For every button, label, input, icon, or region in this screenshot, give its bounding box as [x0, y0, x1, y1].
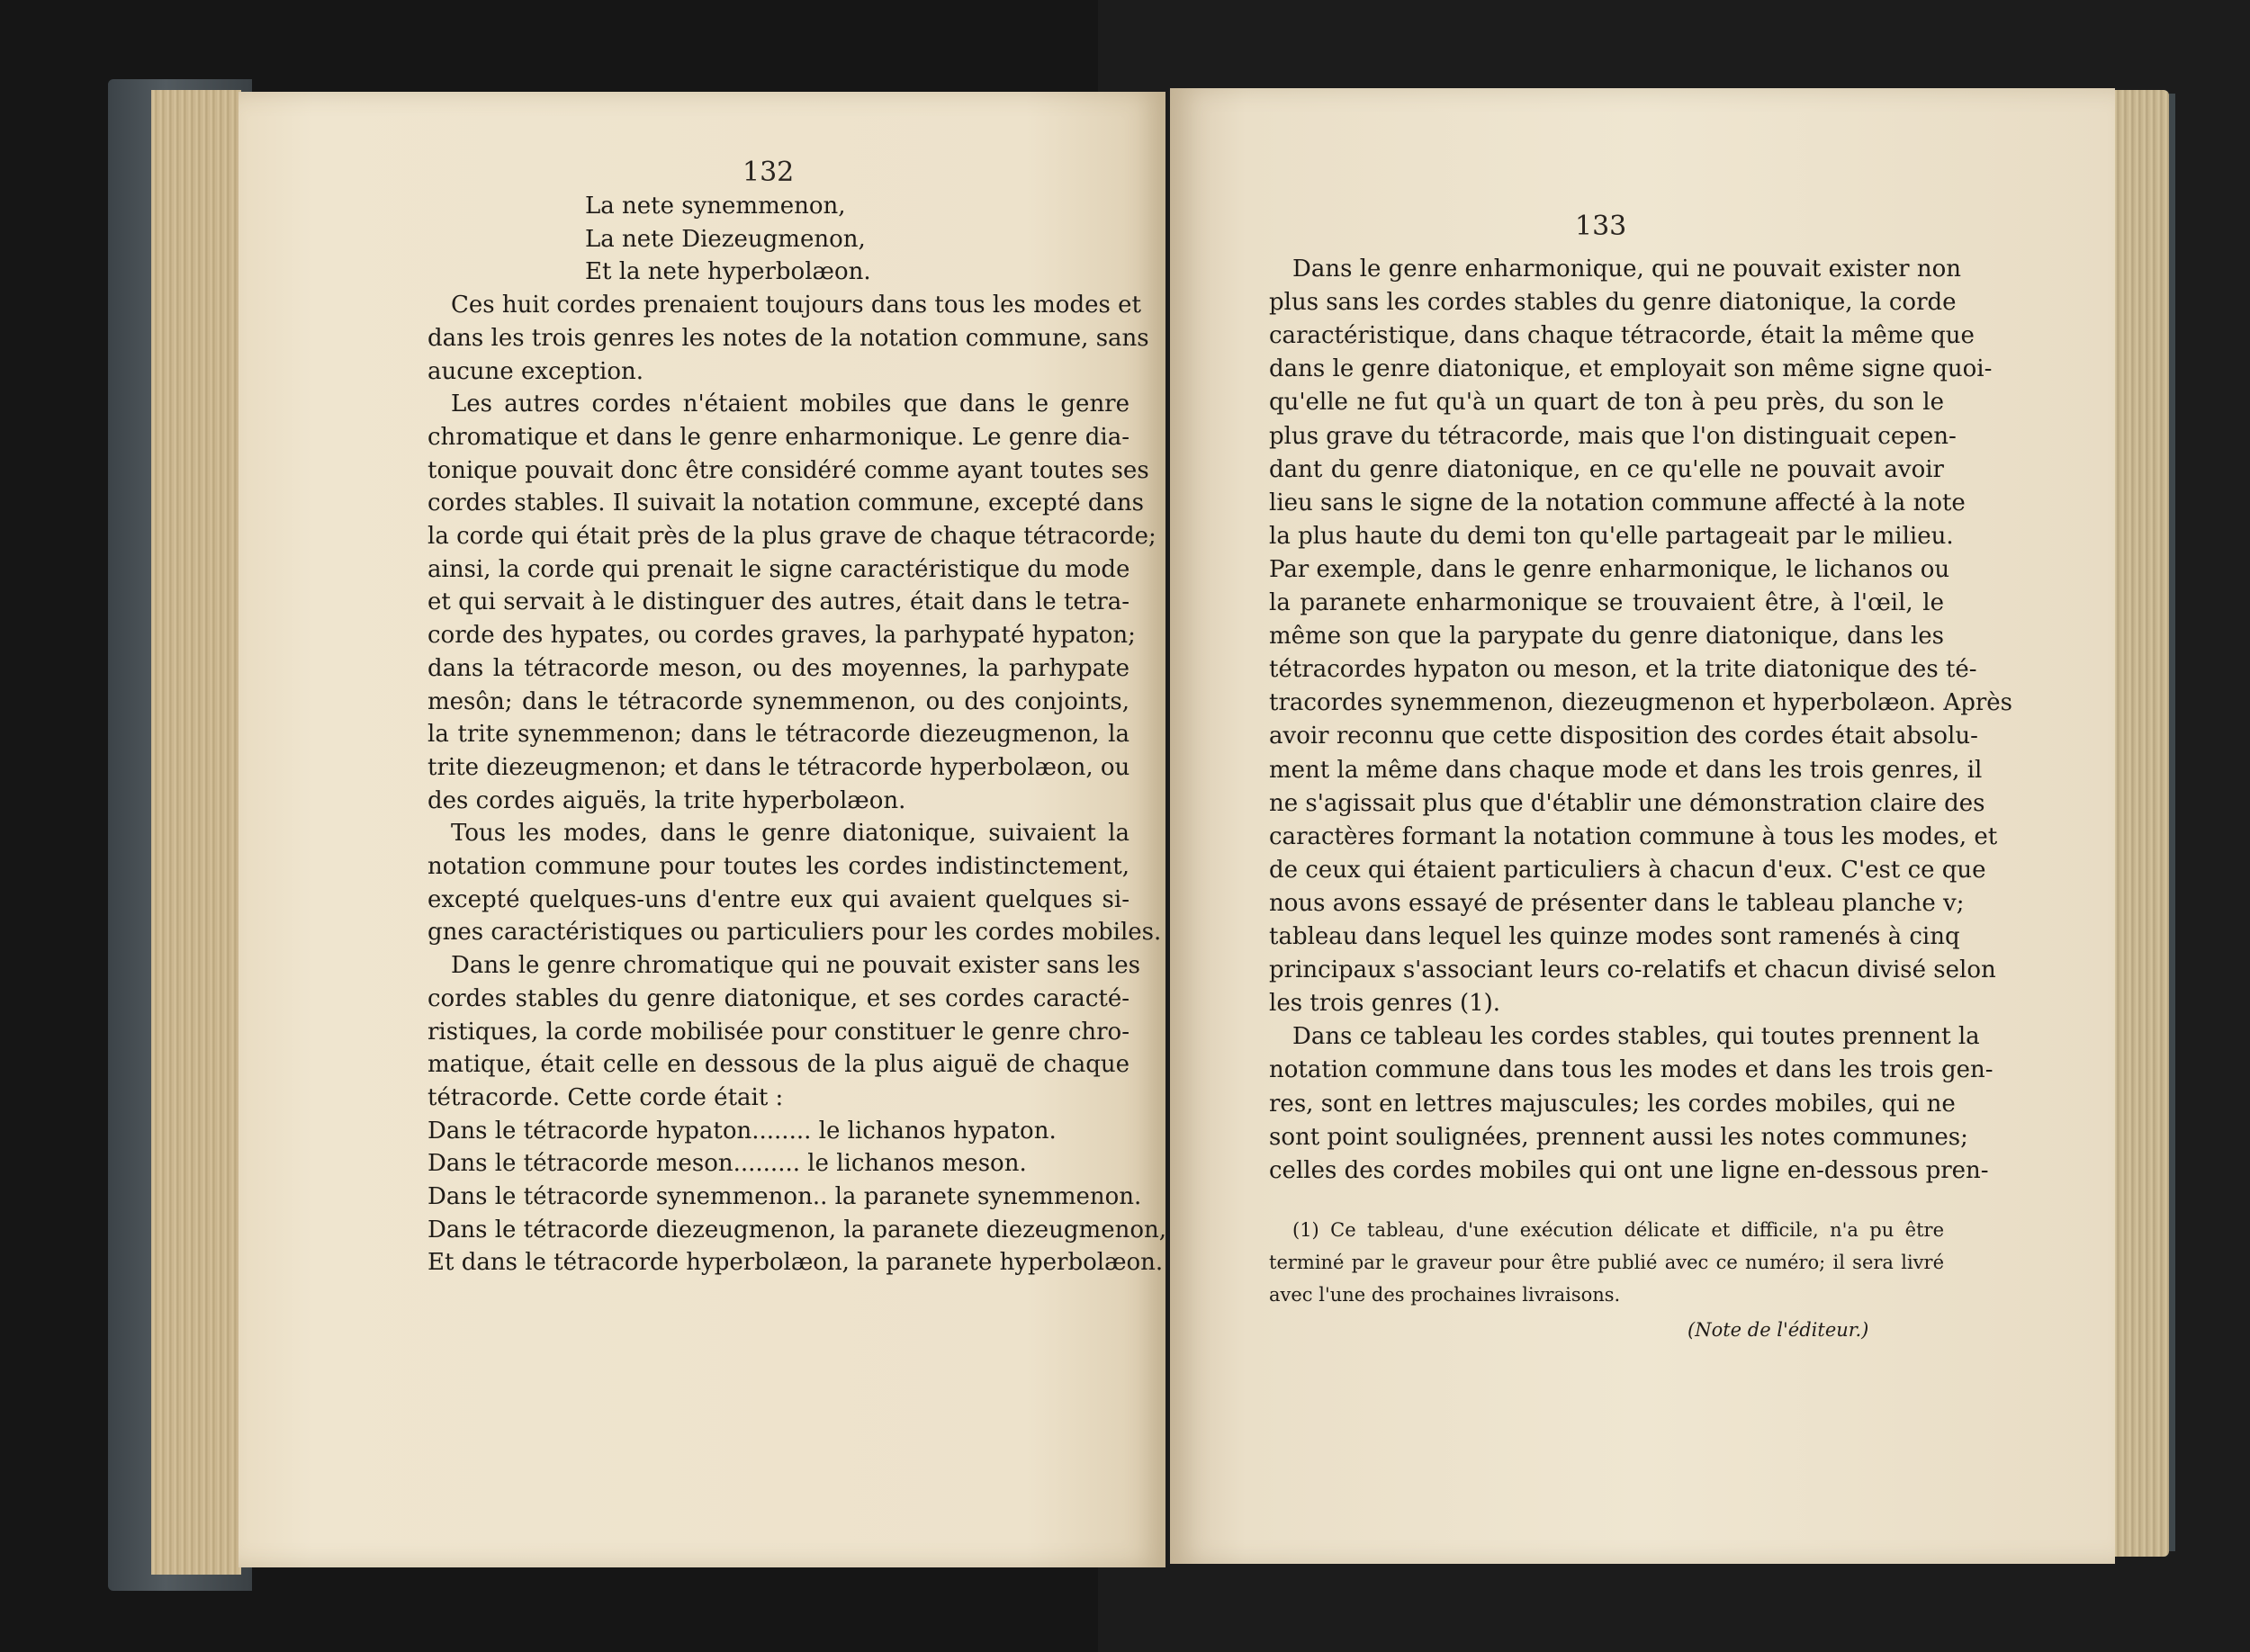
text-line: chromatique et dans le genre enharmonique. Le genre dia- [428, 423, 1130, 451]
text-line: Dans le tétracorde diezeugmenon, la paranete diezeugmenon, [428, 1216, 1167, 1243]
text-line: Les autres cordes n'étaient mobiles que dans le genre [451, 391, 1130, 418]
text-line: ristiques, la corde mobilisée pour constituer le genre chro- [428, 1018, 1130, 1046]
text-line: mesôn; dans le tétracorde synemmenon, ou des conjoints, [428, 687, 1130, 715]
text-line: Par exemple, dans le genre enharmonique, le lichanos ou [1269, 555, 1950, 583]
text-line: la trite synemmenon; dans le tétracorde diezeugmenon, la [428, 721, 1130, 749]
text-line: dans les trois genres les notes de la notation commune, sans [428, 324, 1149, 352]
text-line: Dans ce tableau les cordes stables, qui toutes prennent la [1292, 1023, 1980, 1051]
text-line: Et la nete hyperbolæon. [585, 258, 871, 286]
text-line: celles des cordes mobiles qui ont une ligne en-dessous pren- [1269, 1156, 1989, 1184]
text-line: dant du genre diatonique, en ce qu'elle ne pouvait avoir [1269, 455, 1944, 483]
text-line: la corde qui était près de la plus grave de chaque tétracorde; [428, 523, 1156, 550]
text-line: dans le genre diatonique, et employait son même signe quoi- [1269, 355, 1993, 383]
text-line: Dans le genre chromatique qui ne pouvait exister sans les [451, 952, 1140, 980]
text-line: Tous les modes, dans le genre diatonique, suivaient la [451, 820, 1130, 848]
text-line: ment la même dans chaque mode et dans les trois genres, il [1269, 756, 1983, 784]
text-line: cordes stables. Il suivait la notation commune, excepté dans [428, 489, 1145, 517]
text-line: Et dans le tétracorde hyperbolæon, la paranete hyperbolæon. [428, 1249, 1164, 1277]
text-line: Dans le tétracorde meson......... le lichanos meson. [428, 1150, 1027, 1178]
text-line: gnes caractéristiques ou particuliers pour les cordes mobiles. [428, 919, 1162, 947]
text-line: aucune exception. [428, 357, 644, 385]
text-line: Dans le tétracorde synemmenon.. la paranete synemmenon. [428, 1183, 1142, 1210]
text-line: ne s'agissait plus que d'établir une démonstration claire des [1269, 789, 1985, 817]
text-line: Ces huit cordes prenaient toujours dans tous les modes et [451, 292, 1141, 319]
footnote-line: terminé par le graveur pour être publié avec ce numéro; il sera livré [1269, 1252, 1944, 1273]
left-page-text [428, 193, 1167, 1416]
text-line: corde des hypates, ou cordes graves, la parhypaté hypaton; [428, 622, 1136, 650]
text-line: cordes stables du genre diatonique, et ses cordes caracté- [428, 984, 1130, 1012]
text-line: la plus haute du demi ton qu'elle partageait par le milieu. [1269, 522, 1954, 550]
text-line: lieu sans le signe de la notation commune affecté à la note [1269, 489, 1966, 516]
footnote [1269, 1219, 1944, 1327]
text-line: La nete synemmenon, [585, 193, 846, 220]
text-line: tétracordes hypaton ou meson, et la trite diatonique des té- [1269, 656, 1977, 684]
text-line: qu'elle ne fut qu'à un quart de ton à peu près, du son le [1269, 389, 1944, 417]
page-number: 132 [742, 157, 795, 188]
text-line: Dans le tétracorde hypaton........ le lichanos hypaton. [428, 1117, 1057, 1145]
text-line: dans la tétracorde meson, ou des moyennes, la parhypate [428, 654, 1130, 682]
text-line: excepté quelques-uns d'entre eux qui avaient quelques si- [428, 885, 1130, 913]
text-line: Dans le genre enharmonique, qui ne pouvait exister non [1292, 256, 1962, 283]
text-line: ainsi, la corde qui prenait le signe caractéristique du mode [428, 555, 1130, 583]
text-line: tableau dans lequel les quinze modes sont ramenés à cinq [1269, 923, 1960, 950]
footnote-line: avec l'une des prochaines livraisons. [1269, 1284, 1621, 1306]
text-line: des cordes aiguës, la trite hyperbolæon. [428, 786, 906, 814]
text-line: plus grave du tétracorde, mais que l'on distinguait cepen- [1269, 422, 1957, 450]
text-line: sont point soulignées, prennent aussi les notes communes; [1269, 1123, 1968, 1151]
right-page-text [1269, 256, 2013, 1272]
text-line: tétracorde. Cette corde était : [428, 1083, 784, 1111]
text-line: la paranete enharmonique se trouvaient être, à l'œil, le [1269, 589, 1944, 616]
text-line: même son que la parypate du genre diatonique, dans les [1269, 623, 1944, 651]
footnote-attribution: (Note de l'éditeur.) [1688, 1319, 1869, 1341]
footnote-line: (1) Ce tableau, d'une exécution délicate et difficile, n'a pu être [1292, 1219, 1944, 1241]
text-line: plus sans les cordes stables du genre diatonique, la corde [1269, 289, 1957, 317]
text-line: res, sont en lettres majuscules; les cordes mobiles, qui ne [1269, 1090, 1956, 1118]
text-line: notation commune dans tous les modes et dans les trois gen- [1269, 1056, 1994, 1084]
page-number: 133 [1575, 211, 1627, 242]
text-line: principaux s'associant leurs co-relatifs et chacun divisé selon [1269, 956, 1996, 984]
text-line: les trois genres (1). [1269, 990, 1501, 1018]
text-line: matique, était celle en dessous de la plus aiguë de chaque [428, 1051, 1130, 1079]
text-line: nous avons essayé de présenter dans le tableau planche v; [1269, 889, 1965, 917]
text-line: caractéristique, dans chaque tétracorde, était la même que [1269, 322, 1975, 350]
left-page [238, 92, 1166, 1567]
page-edges-left [151, 90, 241, 1575]
text-line: caractères formant la notation commune à tous les modes, et [1269, 822, 1998, 850]
text-line: notation commune pour toutes les cordes indistinctement, [428, 853, 1130, 880]
text-line: tracordes synemmenon, diezeugmenon et hyperbolæon. Après [1269, 689, 2013, 717]
text-line: de ceux qui étaient particuliers à chacun d'eux. C'est ce que [1269, 856, 1986, 884]
text-line: trite diezeugmenon; et dans le tétracorde hyperbolæon, ou [428, 753, 1130, 781]
text-line: La nete Diezeugmenon, [585, 225, 866, 253]
text-line: avoir reconnu que cette disposition des cordes était absolu- [1269, 723, 1978, 750]
text-line: tonique pouvait donc être considéré comme ayant toutes ses [428, 456, 1149, 484]
text-line: et qui servait à le distinguer des autres, était dans le tetra- [428, 588, 1130, 616]
right-page [1170, 88, 2115, 1564]
page-edges-right [2106, 90, 2169, 1557]
